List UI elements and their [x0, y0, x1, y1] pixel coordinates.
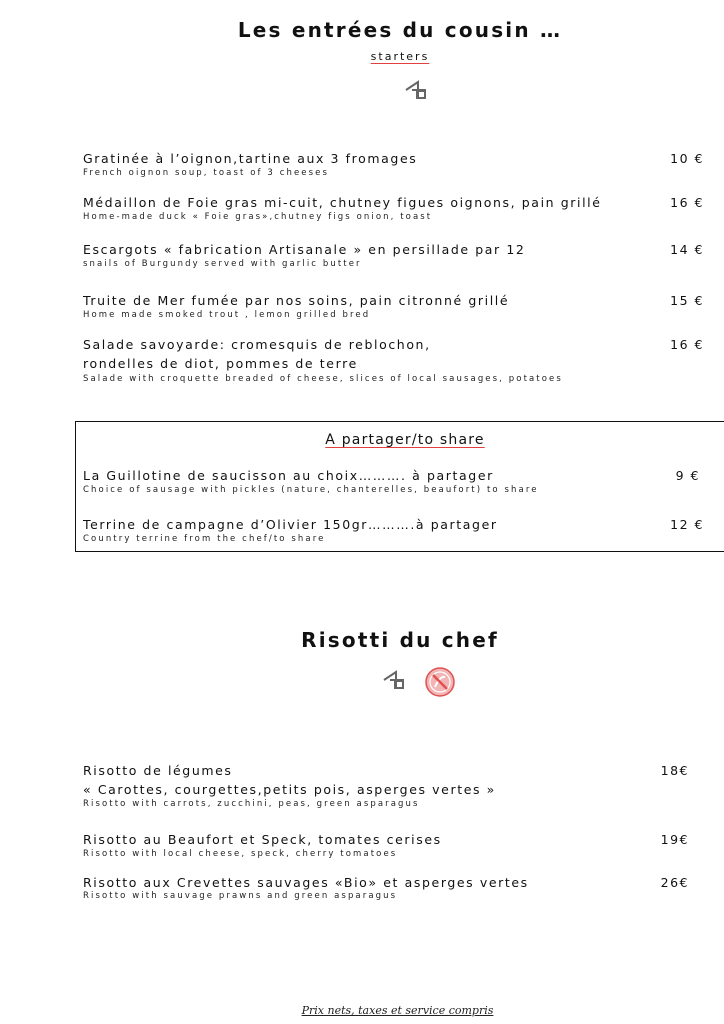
- starters-subtitle: starters: [370, 50, 430, 63]
- starter-item-price: 16 €: [670, 195, 704, 210]
- starter-item-name: Salade savoyarde: cromesquis de reblochon,: [83, 337, 431, 352]
- starters-title: Les entrées du cousin …: [237, 18, 563, 42]
- share-item-desc: Choice of sausage with pickles (nature, chanterelles, beaufort) to share: [83, 485, 539, 495]
- risotto-item-desc: Risotto with local cheese, speck, cherry tomatoes: [83, 849, 398, 859]
- starter-item-price: 16 €: [670, 337, 704, 352]
- share-item-desc: Country terrine from the chef/to share: [83, 534, 326, 544]
- starter-item-desc: Salade with croquette breaded of cheese, slices of local sausages, potatoes: [83, 374, 563, 384]
- share-item-price: 9 €: [675, 468, 700, 483]
- risotto-item-desc: Risotto with sauvage prawns and green asparagus: [83, 891, 398, 901]
- starter-item-desc: Home made smoked trout , lemon grilled bred: [83, 310, 371, 320]
- risotto-item-price: 18€: [660, 763, 689, 778]
- share-item-price: 12 €: [670, 517, 704, 532]
- share-title: A partager/to share: [325, 432, 485, 448]
- risotto-item-desc: Risotto with carrots, zucchini, peas, green asparagus: [83, 799, 420, 809]
- risotto-item-price: 26€: [660, 875, 689, 890]
- starter-item-name: Escargots « fabrication Artisanale » en persillade par 12: [83, 242, 526, 257]
- mountain-chalet-icon: [382, 670, 406, 694]
- starter-item-price: 14 €: [670, 242, 704, 257]
- gluten-free-badge-icon: [424, 666, 456, 702]
- starter-item-name: Gratinée à l’oignon,tartine aux 3 fromages: [83, 151, 418, 166]
- starter-item-name: Médaillon de Foie gras mi-cuit, chutney figues oignons, pain grillé: [83, 195, 602, 210]
- starter-item-desc: French oignon soup, toast of 3 cheeses: [83, 168, 330, 178]
- risotto-item-name: Risotto aux Crevettes sauvages «Bio» et asperges vertes: [83, 875, 529, 890]
- mountain-chalet-icon: [404, 80, 428, 104]
- share-item-name: La Guillotine de saucisson au choix………. à partager: [83, 468, 494, 483]
- starter-item-name: Truite de Mer fumée par nos soins, pain citronné grillé: [83, 293, 510, 308]
- risotto-item-name: Risotto de légumes: [83, 763, 233, 778]
- risotto-item-name-line2: « Carottes, courgettes,petits pois, asperges vertes »: [83, 782, 496, 797]
- starter-item-desc: snails of Burgundy served with garlic butter: [83, 259, 362, 269]
- risotti-title: Risotti du chef: [301, 628, 499, 652]
- starter-item-price: 15 €: [670, 293, 704, 308]
- starter-item-price: 10 €: [670, 151, 704, 166]
- starter-item-desc: Home-made duck « Foie gras»,chutney figs onion, toast: [83, 212, 433, 222]
- footer-note: Prix nets, taxes et service compris: [301, 1004, 494, 1017]
- starter-item-name-line2: rondelles de diot, pommes de terre: [83, 356, 358, 371]
- share-item-name: Terrine de campagne d’Olivier 150gr……….à partager: [83, 517, 498, 532]
- risotto-item-name: Risotto au Beaufort et Speck, tomates cerises: [83, 832, 442, 847]
- risotto-item-price: 19€: [660, 832, 689, 847]
